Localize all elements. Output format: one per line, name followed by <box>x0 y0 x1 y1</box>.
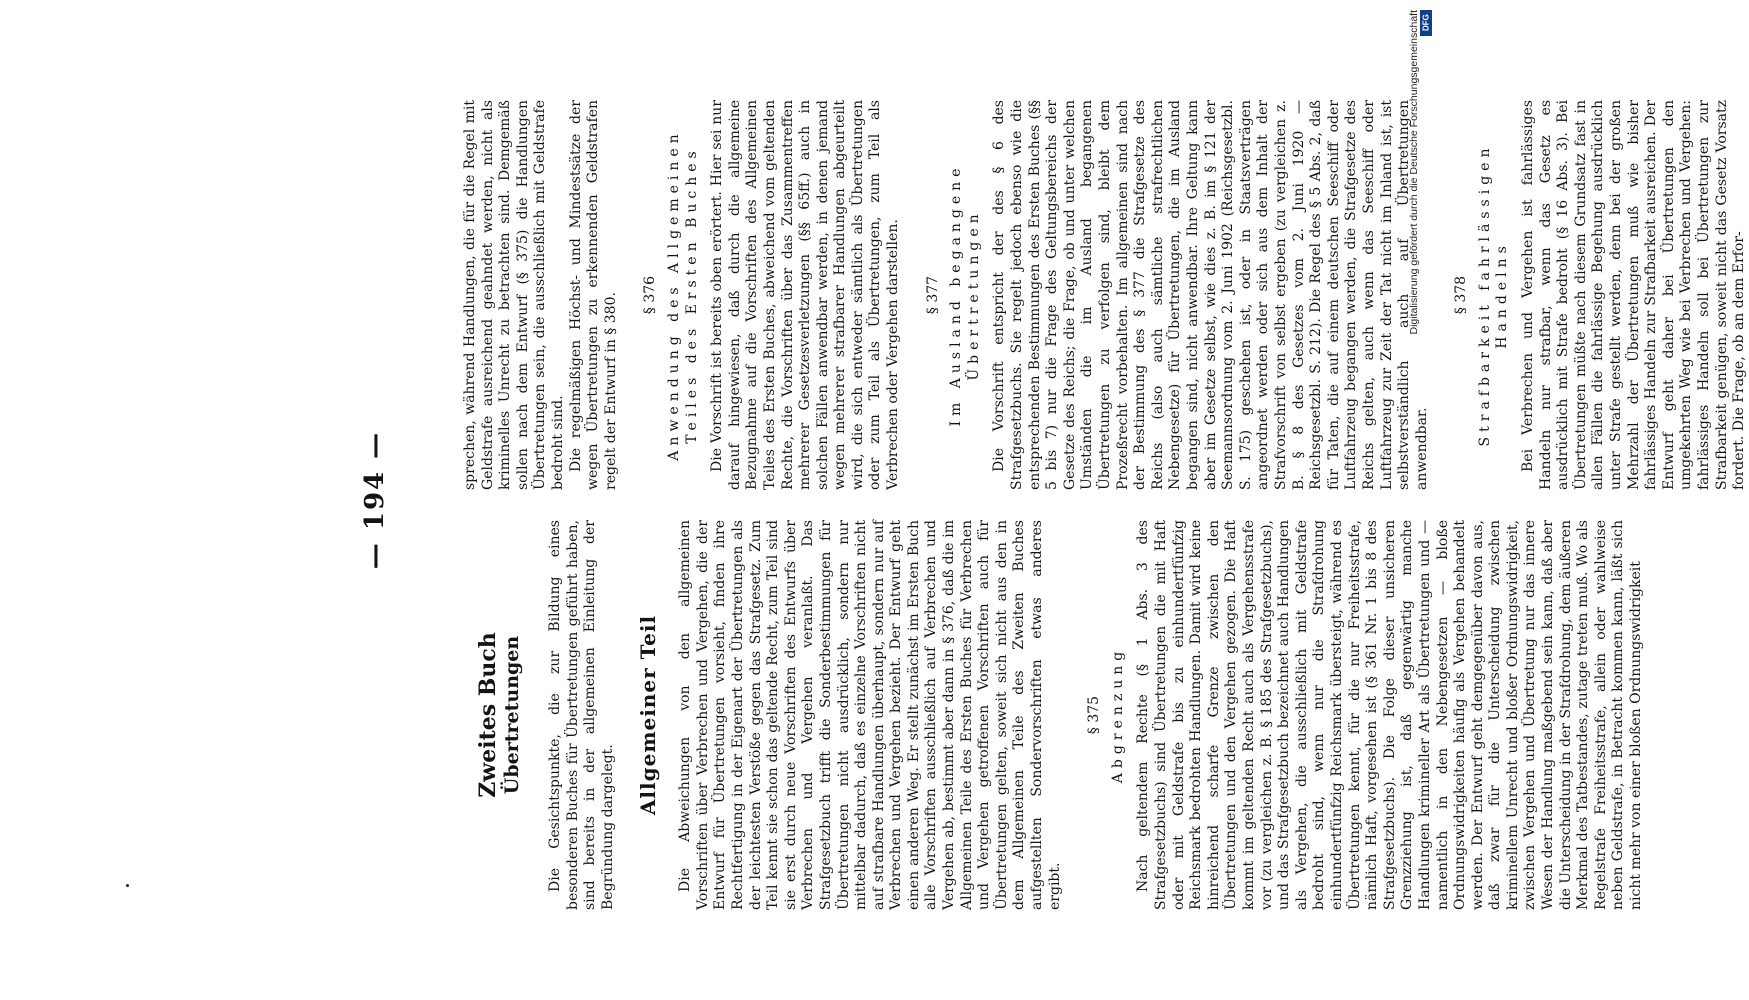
page-number: — 194 — <box>360 430 390 570</box>
intro-paragraph: Die Gesichtspunkte, die zur Bildung eines besonderen Buches für Übertretungen geführt haben, sind bereits in der allgemeinen Einleitung der Begründung dargelegt. <box>547 520 616 910</box>
section-376-title: Anwendung des Allgemeinen Teiles des Ersten Buches <box>665 129 700 461</box>
digitization-note-text: Digitalisierung gefördert durch die Deutsche Forschungsgemeinschaft <box>1408 10 1420 335</box>
book-title: Zweites Buch <box>475 632 501 798</box>
part-paragraph: Die Abweichungen von den allgemeinen Vorschriften über Verbrechen und Vergehen, die der Entwurf für Übertretungen vorsieht, finden ihre Rechtfertigung in der Eigenart der Übertretungen als der leichtesten Verstöße gegen das Strafgesetz. Zum Teil kennt sie schon das geltende Recht, zum Teil sind sie erst durch neue Vorschriften des Entwurfs über Verbrechen und Vergehen veranlaßt. Das Strafgesetzbuch trifft die Sonderbestimmungen für Übertretungen nicht ausdrücklich, sondern nur mittelbar dadurch, daß es einzelne Vorschriften nicht auf strafbare Handlungen überhaupt, sondern nur auf Verbrechen und Vergehen bezieht. Der Entwurf geht einen anderen Weg. Er stellt zunächst im Ersten Buch alle Vorschriften ausschließlich auf Verbrechen und Vergehen ab, bestimmt aber dann in § 376, daß die im Allgemeinen Teile des Ersten Buches für Verbrechen und Vergehen getroffenen Vorschriften auch für Übertretungen gelten, soweit sich nicht aus den in dem Allgemeinen Teile des Zweiten Buches aufgestellten Sondervorschriften etwas anderes ergibt. <box>677 520 1063 910</box>
dfg-logo: DFG <box>1420 10 1432 36</box>
section-377-number: § 377 <box>924 275 941 315</box>
section-375-paragraph: Nach geltendem Rechte (§ 1 Abs. 3 des Strafgesetzbuchs) sind Übertretungen die mit Haft oder mit Geldstrafe bis zu einhundertfünfzig Reichsmark bedrohten Handlungen. Damit wird keine hinreichend scharfe Grenze zwischen den Übertretungen und den Vergehen gezogen. Die Haft kommt im geltenden Recht auch als Vergehensstrafe vor (zu vergleichen z. B. § 185 des Strafgesetzbuchs), und das Strafgesetzbuch bezeichnet auch Handlungen als Vergehen, die ausschließlich mit Geldstrafe bedroht sind, wenn nur die Strafdrohung einhundertfünfzig Reichsmark übersteigt, während es Übertretungen kennt, für die nur Freiheitsstrafe, nämlich Haft, vorgesehen ist (§ 361 Nr. 1 bis 8 des Strafgesetzbuchs). Die Folge dieser unsicheren Grenzziehung ist, daß gegenwärtig manche Handlungen krimineller Art als Übertretungen und — namentlich in den Nebengesetzen — bloße Ordnungswidrigkeiten häufig als Vergehen behandelt werden. Der Entwurf geht demgegenüber davon aus, daß zwar für die Unterscheidung zwischen kriminellem Unrecht und bloßer Ordnungswidrigkeit, zwischen Vergehen und Übertretung nur das innere Wesen der Handlung maßgebend sein kann, daß aber die Unterscheidung in der Strafdrohung, dem äußeren Merkmal des Tatbestandes, zutage treten muß. Wo als Regelstrafe Freiheitsstrafe, allein oder wahlweise neben Geldstrafe, in Betracht kommen kann, läßt sich nicht mehr von einer bloßen Ordnungswidrigkeit <box>1135 520 1645 910</box>
section-376-paragraph: Die Vorschrift ist bereits oben erörtert. Hier sei nur darauf hingewiesen, daß durch die allgemeine Bezugnahme auf die Vorschriften des Allgemeinen Teiles des Ersten Buches, abweichend vom geltenden Rechte, die Vorschriften über das Zusammentreffen mehrerer Gesetzesverletzungen (§§ 65ff.) auch in solchen Fällen anwendbar werden, in denen jemand wegen mehrerer strafbarer Handlungen abgeurteilt wird, die sich entweder sämtlich als Übertretungen oder zum Teil als Übertretungen, zum Teil als Verbrechen oder Vergehen darstellen. <box>709 100 902 490</box>
section-375-number: § 375 <box>1086 695 1103 735</box>
section-378-number: § 378 <box>1453 275 1470 315</box>
continuation-paragraph: sprechen, während Handlungen, die für die Regel mit Geldstrafe ausreichend geahndet werden, nicht als kriminelles Unrecht zu betrachten sind. Demgemäß sollen nach dem Entwurf (§ 375) die Handlungen Übertretungen sein, die ausschließlich mit Geldstrafe bedroht sind. <box>462 100 566 490</box>
digitization-note <box>1404 10 1432 990</box>
continuation-paragraph-2: Die regelmäßigen Höchst- und Mindestsätze der wegen Übertretungen zu erkennenden Geldstrafen regelt der Entwurf in § 380. <box>567 100 619 490</box>
section-377-title: Im Ausland begangene Übertretungen <box>948 163 982 427</box>
part-title: Allgemeiner Teil <box>635 614 660 816</box>
section-377-paragraph: Die Vorschrift entspricht der des § 6 des Strafgesetzbuchs. Sie regelt jedoch ebenso wie die entsprechenden Bestimmungen des Ersten Buches (§§ 5 bis 7) nur die Frage des Geltungsbereichs der Gesetze des Reichs; die Frage, ob und unter welchen Umständen die im Ausland begangenen Übertretungen zu verfolgen sind, bleibt dem Prozeßrecht vorbehalten. Im allgemeinen sind nach der Bestimmung des § 377 die Strafgesetze des Reichs (also auch sämtliche strafrechtlichen Nebengesetze) für Übertretungen, die im Ausland begangen sind, nicht anwendbar. Ihre Geltung kann aber im Gesetze selbst, wie dies z. B. im § 121 der Seemannsordnung vom 2. Juni 1902 (Reichsgesetzbl. S. 175) geschehen ist, oder in Staatsverträgen angeordnet werden oder sich aus dem Inhalt der Strafvorschrift von selbst ergeben (zu vergleichen z. B. § 8 des Gesetzes vom 2. Juni 1920 — Reichsgesetzbl. S. 212). Die Regel des § 5 Abs. 2, daß für Taten, die auf einem deutschen Seeschiff oder Luftfahrzeug begangen werden, die Strafgesetze des Reichs gelten, auch wenn das Seeschiff oder Luftfahrzeug zur Zeit der Tat nicht im Inland ist, ist selbstverständlich auch auf Übertretungen anwendbar. <box>991 100 1430 490</box>
section-378-title: Strafbarkeit fahrlässigen Handelns <box>1476 143 1511 447</box>
book-subtitle: Übertretungen <box>500 635 523 795</box>
section-375-title: Abgrenzung <box>1109 646 1126 784</box>
page-speck <box>126 884 129 887</box>
section-378-paragraph: Bei Verbrechen und Vergehen ist fahrlässiges Handeln nur strafbar, wenn das Gesetz es ausdrücklich mit Strafe bedroht (§ 16 Abs. 3). Bei Übertretungen müßte nach diesem Grundsatz fast in allen Fällen die fahrlässige Begehung ausdrücklich unter Strafe gestellt werden, denn bei der großen Mehrzahl der Übertretungen muß wie bisher fahrlässiges Handeln zur Strafbarkeit ausreichen. Der Entwurf geht daher bei Übertretungen den umgekehrten Weg wie bei Verbrechen und Vergehen: fahrlässiges Handeln soll bei Übertretungen zur Strafbarkeit genügen, soweit nicht das Gesetz Vorsatz fordert. Die Frage, ob an dem Erfor- <box>1520 100 1748 490</box>
section-376-number: § 376 <box>642 275 659 315</box>
left-column <box>462 520 1645 910</box>
